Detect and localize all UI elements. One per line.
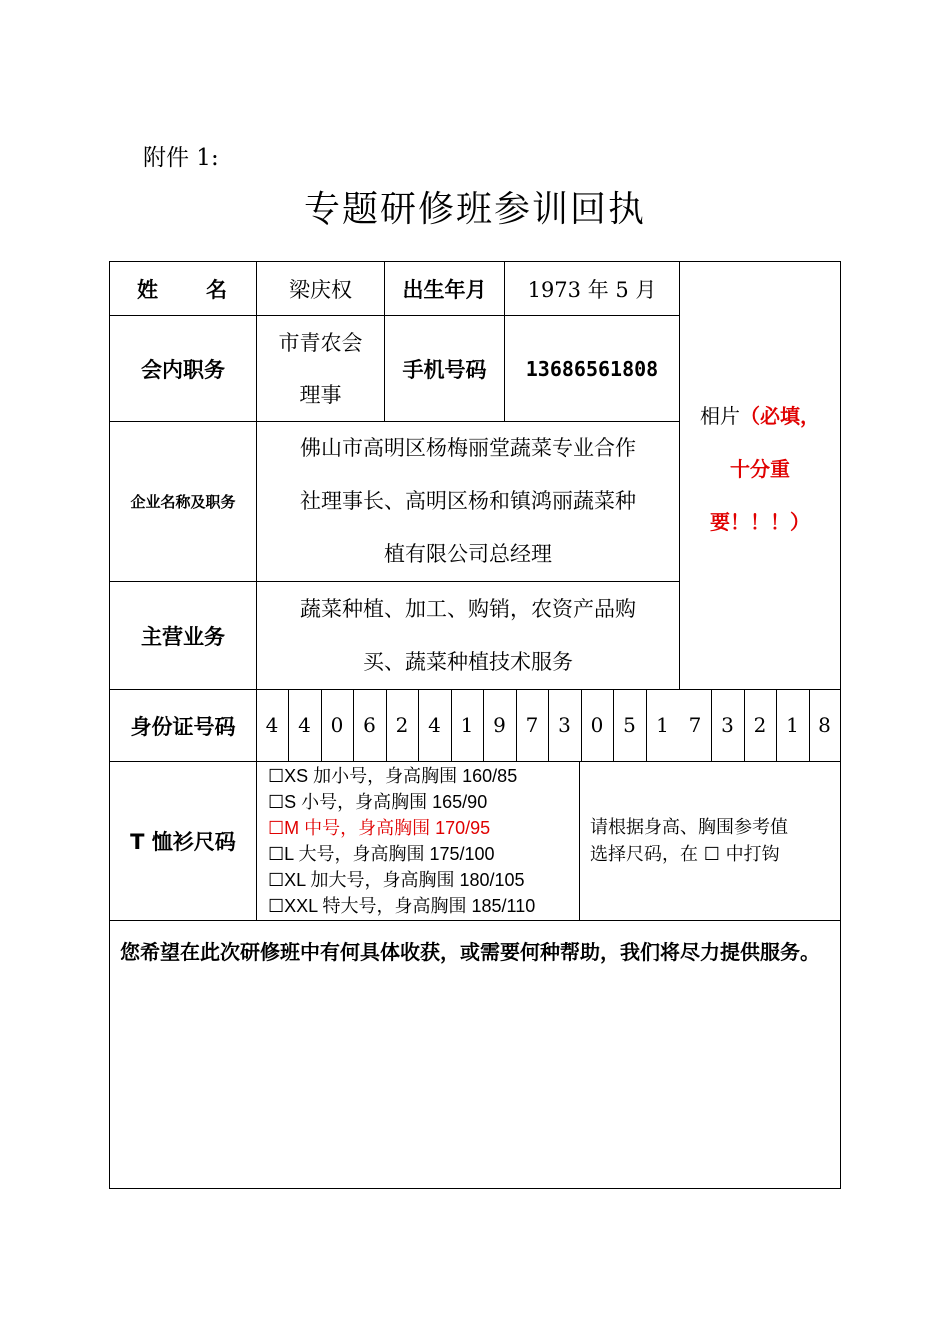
id-digit[interactable]: 7 (688, 713, 702, 737)
id-digit[interactable]: 1 (786, 713, 799, 737)
position-label: 会内职务 (141, 357, 225, 382)
id-digit[interactable]: 7 (525, 713, 539, 737)
id-digit[interactable]: 4 (428, 713, 441, 737)
phone-value[interactable]: 13686561808 (525, 356, 659, 381)
size-hint-line: 请根据身高、胸围参考值 (590, 817, 788, 838)
company-value-line: 社理事长、高明区杨和镇鸿丽蔬菜种 (300, 489, 636, 513)
id-digit[interactable]: 8 (818, 713, 831, 737)
company-value[interactable] (257, 422, 679, 581)
company-value-line: 植有限公司总经理 (384, 542, 552, 566)
id-digit[interactable]: 0 (590, 713, 604, 737)
id-digit[interactable]: 9 (493, 713, 506, 737)
id-digit[interactable]: 2 (753, 713, 767, 737)
position-value-line: 市青农会 (278, 330, 363, 355)
size-option-l[interactable]: ☐L 大号，身高胸围 175/100 (268, 844, 495, 864)
company-value-line: 佛山市高明区杨梅丽堂蔬菜专业合作 (300, 436, 636, 460)
size-option-s[interactable]: ☐S 小号，身高胸围 165/90 (268, 792, 488, 812)
wish-prompt: 您希望在此次研修班中有何具体收获，或需要何种帮助，我们将尽力提供服务。 (120, 940, 820, 964)
wish-answer-area[interactable] (110, 1035, 840, 1188)
birth-value[interactable]: 1973 年 5 月 (527, 277, 657, 302)
page-title: 专题研修班参训回执 (303, 189, 646, 230)
id-digit[interactable]: 6 (363, 713, 376, 737)
photo-required-note: （必填， (740, 404, 820, 428)
id-digit[interactable]: 0 (330, 713, 344, 737)
id-digit[interactable]: 1 (656, 713, 669, 737)
id-digit[interactable]: 5 (623, 713, 636, 737)
size-hint (580, 762, 840, 920)
business-value-line: 买、蔬菜种植技术服务 (363, 649, 573, 674)
business-value[interactable] (257, 582, 679, 689)
business-label: 主营业务 (141, 624, 225, 649)
position-value-line: 理事 (299, 382, 342, 407)
photo-required-note: 要！！！） (710, 510, 810, 534)
size-option-m[interactable]: ☐M 中号，身高胸围 170/95 (268, 818, 491, 838)
size-option-xl[interactable]: ☐XL 加大号，身高胸围 180/105 (268, 870, 525, 890)
position-value[interactable] (257, 316, 384, 421)
birth-label: 出生年月 (402, 277, 487, 302)
size-hint-line: 选择尺码，在 ☐ 中打钩 (590, 844, 780, 865)
id-digit[interactable]: 3 (558, 713, 571, 737)
photo-label: 相片 (700, 404, 740, 428)
name-value[interactable]: 梁庆权 (289, 277, 352, 302)
business-value-line: 蔬菜种植、加工、购销，农资产品购 (300, 596, 636, 621)
id-digit[interactable]: 2 (395, 713, 409, 737)
id-label: 身份证号码 (130, 714, 236, 739)
tshirt-label: T 恤衫尺码 (130, 830, 236, 854)
id-digit[interactable]: 1 (460, 713, 474, 737)
id-digit[interactable]: 4 (265, 713, 279, 737)
phone-label: 手机号码 (402, 357, 487, 382)
company-label: 企业名称及职务 (130, 493, 236, 511)
id-digit[interactable]: 3 (721, 713, 734, 737)
photo-required-note: 十分重 (730, 457, 790, 481)
size-option-xs[interactable]: ☐XS 加小号，身高胸围 160/85 (268, 766, 518, 786)
id-digit[interactable]: 4 (298, 713, 311, 737)
size-option-xxl[interactable]: ☐XXL 特大号，身高胸围 185/110 (268, 896, 536, 916)
name-label: 姓 名 (137, 277, 229, 302)
attachment-label: 附件 1: (143, 145, 219, 171)
photo-cell[interactable] (680, 390, 840, 550)
